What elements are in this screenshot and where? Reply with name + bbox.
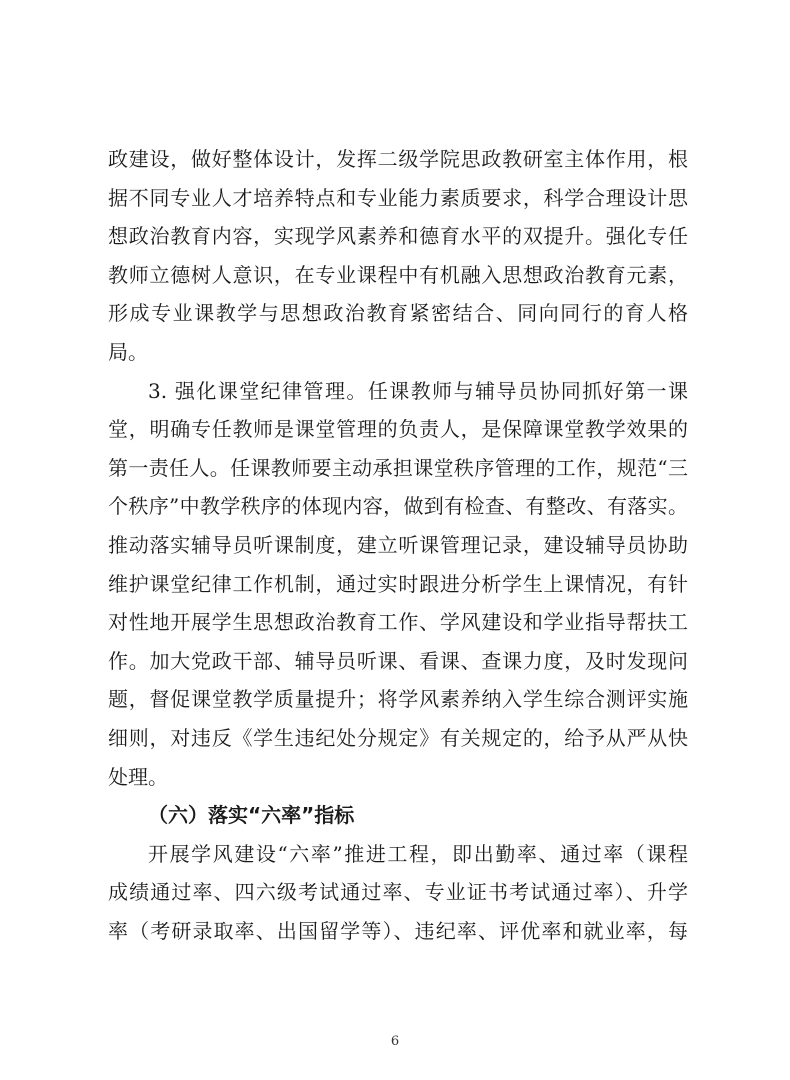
paragraph-line: 题，督促课堂教学质量提升；将学风素养纳入学生综合测评实施	[108, 687, 688, 711]
paragraph-line: 堂，明确专任教师是课堂管理的负责人，是保障课堂教学效果的	[108, 417, 688, 441]
paragraph-line: 作。加大党政干部、辅导员听课、看课、查课力度，及时发现问	[108, 649, 688, 673]
paragraph-line: 形成专业课教学与思想政治教育紧密结合、同向同行的育人格	[108, 301, 688, 325]
paragraph-line: 教师立德树人意识，在专业课程中有机融入思想政治教育元素，	[108, 263, 688, 287]
paragraph-line: 处理。	[108, 765, 168, 789]
paragraph-line: 开展学风建设“六率”推进工程，即出勤率、通过率（课程	[148, 842, 688, 866]
paragraph-line: 个秩序”中教学秩序的体现内容，做到有检查、有整改、有落实。	[108, 494, 688, 518]
paragraph-line: 局。	[108, 340, 148, 364]
paragraph-line: 据不同专业人才培养特点和专业能力素质要求，科学合理设计思	[108, 186, 688, 210]
paragraph-line: 率（考研录取率、出国留学等）、违纪率、评优率和就业率，每	[108, 919, 688, 943]
paragraph-line: 对性地开展学生思想政治教育工作、学风建设和学业指导帮扶工	[108, 610, 688, 634]
paragraph-line: 3. 强化课堂纪律管理。任课教师与辅导员协同抓好第一课	[148, 379, 688, 403]
section-heading: （六）落实“六率”指标	[148, 803, 355, 827]
paragraph-line: 维护课堂纪律工作机制，通过实时跟进分析学生上课情况，有针	[108, 572, 688, 596]
paragraph-line: 成绩通过率、四六级考试通过率、专业证书考试通过率）、升学	[108, 880, 688, 904]
paragraph-line: 推动落实辅导员听课制度，建立听课管理记录，建设辅导员协助	[108, 533, 688, 557]
paragraph-line: 想政治教育内容，实现学风素养和德育水平的双提升。强化专任	[108, 224, 688, 248]
paragraph-line: 第一责任人。任课教师要主动承担课堂秩序管理的工作，规范“三	[108, 456, 688, 480]
paragraph-line: 政建设，做好整体设计，发挥二级学院思政教研室主体作用，根	[108, 147, 688, 171]
paragraph-line: 细则，对违反《学生违纪处分规定》有关规定的，给予从严从快	[108, 726, 688, 750]
page-number: 6	[390, 1034, 400, 1049]
